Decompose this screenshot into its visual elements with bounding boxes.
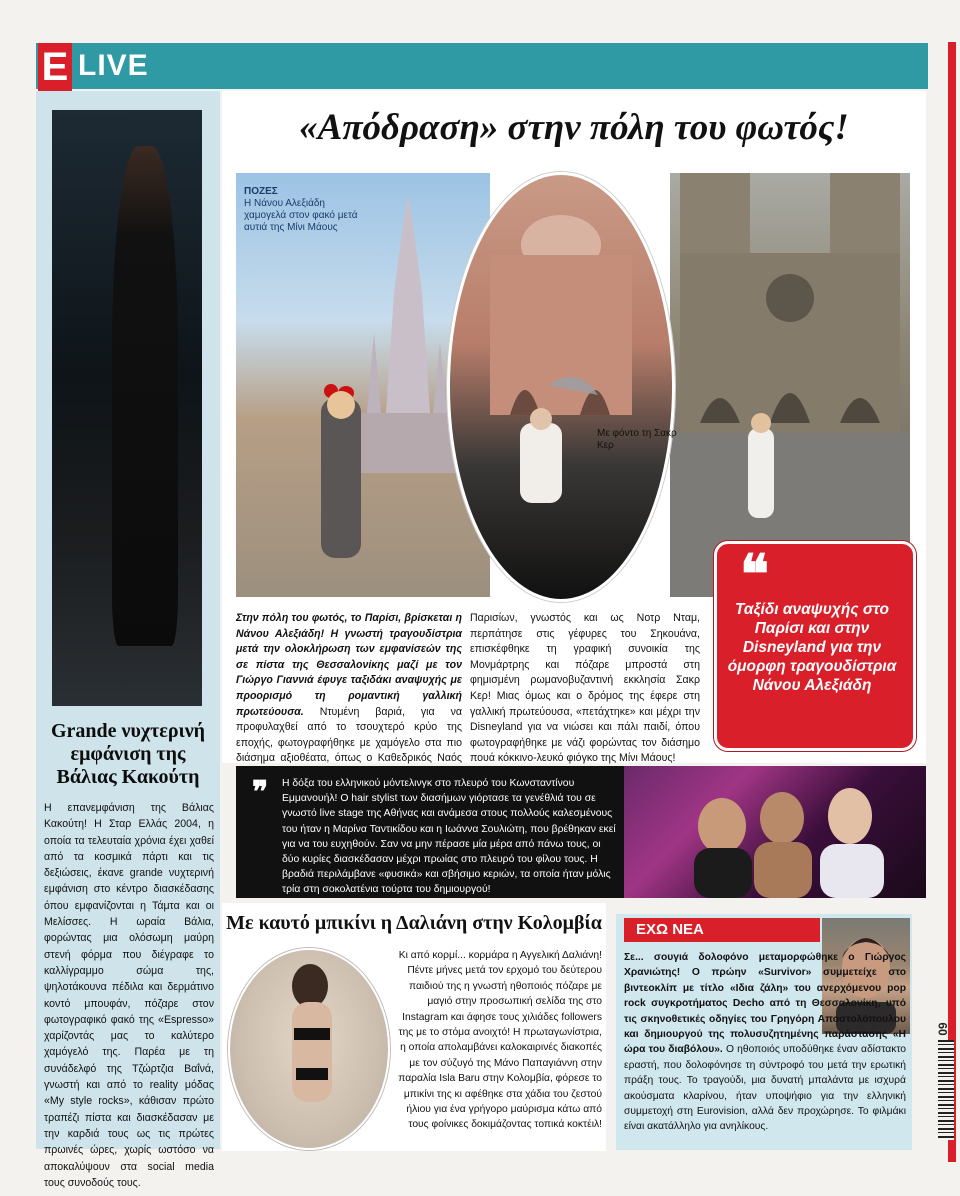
quote-icon: ❝ <box>740 545 770 605</box>
main-article-title: «Απόδραση» στην πόλη του φωτός! <box>299 107 849 148</box>
barcode <box>938 1040 954 1140</box>
photo-caption-poses <box>244 186 364 234</box>
photo-valia-kakouti <box>52 110 202 706</box>
main-article-lead-rest: Ντυμένη βαριά, για να προφυλαχθεί από το τσουχτερό κρύο της εποχής, φωτογραφήθηκε με χαμόγελο στα πιο διάσημα αξιοθέατα, όπως ο Καθεδρικός Ναός <box>236 705 462 765</box>
news-body-lead: Σε... σουγιά δολοφόνο μεταμορφώθηκε ο Γιώργος Χρανιώτης! Ο πρώην «Survivor» συμμετείχε στο βιντεοκλίπ με τίτλο «Ιδια ζάλη» του ανερχόμενου pop rock συγκροτήματος Decho από τη Θεσσαλονίκη, υπό τις σκηνοθετικές οδηγίες του Γρηγόρη Αποστολόπουλου και δημιουργού της πολυσυζητημένης παράστασης «Η ώρα του διαβόλου». <box>624 952 906 1056</box>
section-header-bar <box>36 43 928 89</box>
news-body <box>624 950 906 1135</box>
photo-daliani <box>228 948 390 1150</box>
caption-text: Η Νάνου Αλεξιάδη χαμογελά στον φακό μετά αυτιά της Μίνι Μάους <box>244 198 358 233</box>
main-article-col1 <box>236 611 462 783</box>
photo-party <box>624 766 926 898</box>
bikini-story-title: Με καυτό μπικίνι η Δαλιάνη στην Κολομβία <box>226 912 602 934</box>
bikini-story-body: Κι από κορμί... κορμάρα η Αγγελική Δαλιάνη! Πέντε μήνες μετά τον ερχομό του δεύτερου παιδιού της η γνωστή ηθοποιός πόζαρε με μαγιό στην προσωπική σελίδα της στο Instagram και άφησε τους χιλιάδες followers της με το στόμα ανοιχτό! Η πρωταγωνίστρια, η οποία απολαμβάνει καλοκαιρινές διακοπές με τον σύζυγό της Μάνο Παπαγιάννη στην παραλία Isla Baru στην Κολομβία, φόρεσε το μπικίνι της κι αφέθηκε στα χάδια του ζεστού ήλιου για ένα γρήγορο μαύρισμα κάτω από τους φοίνικες δοκιμάζοντας τοπικά κοκτέιλ! <box>398 950 602 1131</box>
news-label: ΕΧΩ ΝΕΑ <box>624 918 820 942</box>
basilica-icon <box>450 175 672 599</box>
party-story-body: Η δόξα του ελληνικού μόντελινγκ στο πλευρό του Κωνσταντίνου Εμμανουήλ! Ο hair stylist των διασήμων γιόρτασε τα γενέθλιά του σε γνωστό live stage της Αθήνας και ανάμεσα στους πολλούς καλεσμένους του ήταν η Μαρίνα Ταντικίδου και η Ιωάννα Σουλιώτη, που βρέθηκαν εκεί για να του ευχηθούν. Σαν να μην πέρασε μία μέρα από πάνω τους, οι δύο κυρίες διασκέδασαν μέχρι πρωίας στο πλευρό του φίλου τους. Η βραδιά περιλάμβανε «φυσικά» και σβήσιμο κεριών, τα οποία ήταν μόλις τρία στη σοκολατένια τούρτα του δημιουργού! <box>282 778 616 896</box>
cathedral-icon <box>670 173 910 597</box>
woman-figure-icon <box>112 146 178 647</box>
main-article-col2: Παρισίων, γνωστός και ως Νοτρ Νταμ, περπάτησε στις γέφυρες του Σηκουάνα, επισκέφθηκε τη γραφική συνοικία της Μονμάρτρης και πόζαρε μπροστά στη φημισμένη ρωμανοβυζαντινή εκκλησία Σακρ Κερ! Μιας όμως και ο δρόμος της έφερε στη γαλλική πρωτεύουσα, «πετάχτηκε» και μέχρι την Disneyland για να νιώσει και πάλι παιδί, όπου φωτογραφήθηκε με νάζι φορώντας τον διάσημο πουά κόκκινο-λευκό φιόγκο της Μίνι Μάους! <box>470 612 700 765</box>
photo-caption-sacre: Με φόντο τη Σακρ Κερ <box>597 428 677 451</box>
magazine-logo: E <box>38 43 72 91</box>
left-story-title: Grande νυχτερινή εμφάνιση της Βάλιας Κακούτη <box>50 720 206 788</box>
left-story-body: Η επανεμφάνιση της Βάλιας Κακούτη! Η Σταρ Ελλάς 2004, η οποία τα τελευταία χρόνια έχει χαθεί από τα κοσμικά πάρτι και τις δεξιώσεις, έκανε grande νυχτερινή εμφάνιση στο κέντρο διασκέδασης όπου εμφανίζονται η Τάμτα και οι Μελίσσες. Η ωραία Βάλια, φορώντας μια ολόσωμη μαύρη στενή φόρμα που διέγραφε το καλλίγραμμο σώμα της, ψηλοτάκουνα πέδιλα και δερμάτινο κοντό μπουφάν, πόζαρε στον φωτογραφικό φακό της «Espresso» χαρίζοντάς μας το καλύτερο χαμόγελό της. Παρέα με τη συνάδελφό της Τζώρτζια Βαΐνά, γνωστή και από το reality μόδας «My style rocks», κάθισαν πρώτο τραπέζι πίστα και διασκέδασαν με την καρδιά τους ως τις πρώτες πρωινές ώρες, χωρίς ωστόσο να αποκαλύψουν στα social media τους συνοδούς τους. <box>44 802 214 1189</box>
main-article-lead: Στην πόλη του φωτός, το Παρίσι, βρίσκεται η Νάνου Αλεξιάδη! Η γνωστή τραγουδίστρια μετά την ολοκλήρωση των εμφανίσεών της σε πίστα της Θεσσαλονίκης μαζί με τον Γιώργο Γιαννιά έφυγε ταξιδάκι αναψυχής με προορισμό τη ρομαντική γαλλική πρωτεύουσα. <box>236 612 462 718</box>
woman-swimsuit-icon <box>230 950 388 1148</box>
photo-notre-dame <box>670 173 910 597</box>
section-title: LIVE <box>78 49 149 82</box>
pull-quote-text: Ταξίδι αναψυχής στο Παρίσι και στην Disneyland για την όμορφη τραγουδίστρια Νάνου Αλεξιάδη <box>727 601 897 694</box>
news-body-rest: Ο ηθοποιός υποδύθηκε έναν αδίστακτο εραστή, που δολοφόνησε τη σύντροφό του μετά την ερωτική πράξη τους. Το τραγούδι, μια δυνατή μπαλάντα με ισχυρά ακούσματα κλαρίνου, ήταν υποψήφιο για την ελληνική συμμετοχή στη Eurovision, αλλά δεν προχώρησε. Το φιλμάκι είναι ακατάλληλο για ανηλίκους. <box>624 1044 906 1133</box>
people-icon <box>624 766 926 898</box>
photo-sacre-coeur <box>447 172 675 602</box>
page-edge-stripe <box>948 42 956 1162</box>
caption-label: ΠΟΖΕΣ <box>244 186 278 197</box>
quote-open-icon: ❞ <box>252 776 269 809</box>
page-number: 60 <box>935 1022 950 1036</box>
